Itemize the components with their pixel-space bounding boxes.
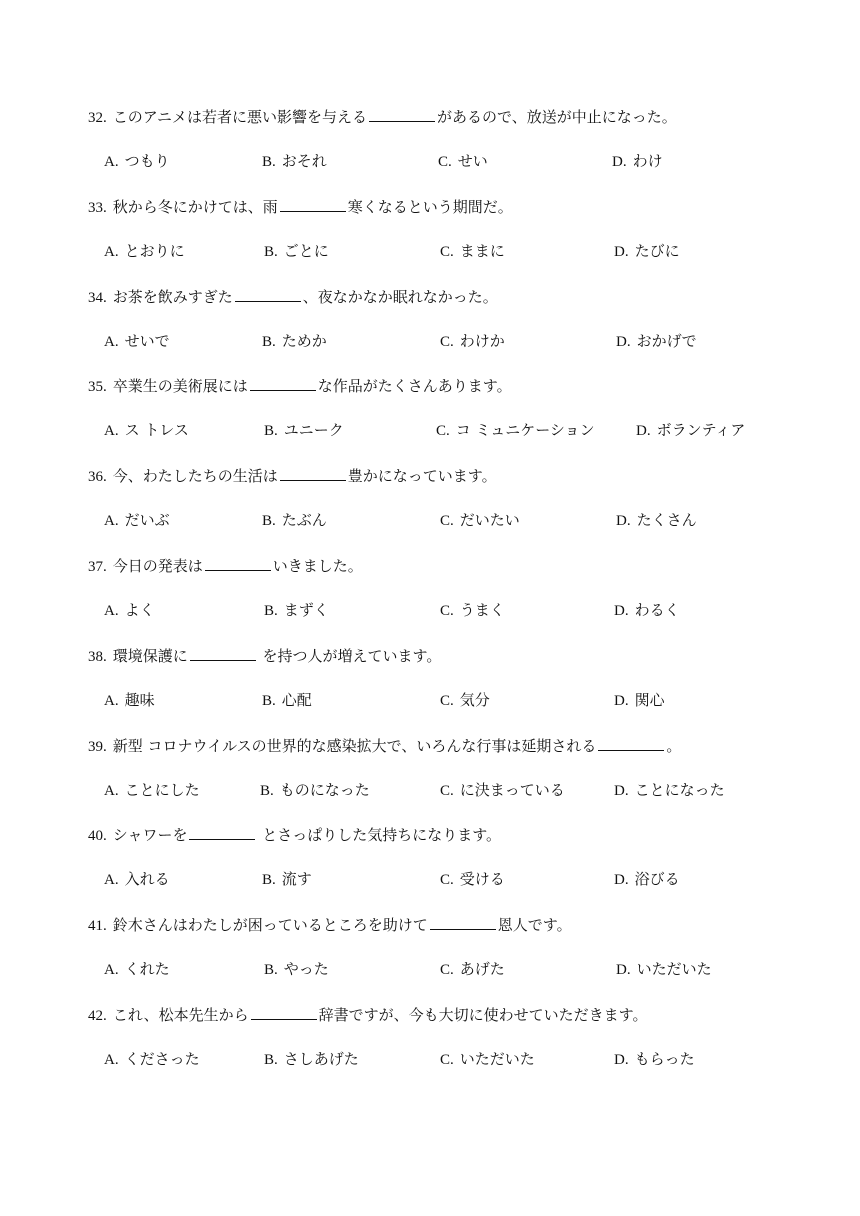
- question-text-before: お茶を飲みすぎた: [112, 288, 233, 306]
- answer-blank: [280, 197, 346, 212]
- question-number: 32.: [88, 110, 107, 126]
- option-letter: B.: [262, 334, 276, 350]
- option-text: わるく: [634, 601, 680, 619]
- option-letter: C.: [440, 334, 454, 350]
- option-text: 浴びる: [634, 870, 680, 888]
- option-text: ボランティア: [656, 421, 746, 439]
- option-letter: C.: [440, 513, 454, 529]
- question-text-after: があるので、放送が中止になった。: [437, 108, 677, 126]
- option-b: [264, 959, 329, 980]
- option-letter: B.: [264, 603, 278, 619]
- option-b: [260, 780, 370, 801]
- question-40: [88, 825, 828, 846]
- answer-blank: [205, 556, 271, 571]
- answer-blank: [369, 107, 435, 122]
- question-35: [88, 376, 828, 397]
- option-d: [612, 151, 663, 172]
- option-text: ためか: [281, 332, 327, 350]
- option-c: [440, 331, 505, 352]
- option-d: [614, 241, 680, 262]
- option-text: ままに: [459, 242, 505, 260]
- answer-blank: [189, 825, 255, 840]
- option-text: もらった: [634, 1050, 695, 1068]
- option-text: たくさん: [636, 511, 697, 529]
- option-letter: D.: [614, 603, 629, 619]
- option-text: 気分: [459, 691, 490, 709]
- option-text: とおりに: [124, 242, 185, 260]
- question-text-after: 、夜なかなか眠れなかった。: [302, 288, 498, 306]
- option-letter: A.: [104, 423, 119, 439]
- option-c: [440, 959, 505, 980]
- option-text: たびに: [634, 242, 680, 260]
- option-letter: B.: [262, 872, 276, 888]
- question-42: [88, 1005, 828, 1026]
- question-text-before: 今日の発表は: [112, 557, 203, 575]
- answer-blank: [430, 915, 496, 930]
- option-letter: C.: [440, 603, 454, 619]
- option-text: 入れる: [124, 870, 170, 888]
- option-text: だいたい: [459, 511, 520, 529]
- question-text-after: 辞書ですが、今も大切に使わせていただきます。: [318, 1006, 648, 1024]
- option-letter: B.: [260, 783, 274, 799]
- question-number: 33.: [88, 200, 107, 216]
- question-text-after: とさっぱりした気持ちになります。: [257, 826, 502, 844]
- option-text: コ ミュニケーション: [455, 421, 595, 439]
- option-text: せい: [457, 152, 488, 170]
- option-letter: D.: [614, 783, 629, 799]
- question-number: 38.: [88, 649, 107, 665]
- answer-blank: [250, 376, 316, 391]
- option-c: [440, 869, 505, 890]
- question-number: 41.: [88, 918, 107, 934]
- option-text: やった: [283, 960, 329, 978]
- answer-blank: [280, 466, 346, 481]
- option-b: [264, 600, 329, 621]
- option-letter: A.: [104, 872, 119, 888]
- option-a: [104, 690, 155, 711]
- option-a: [104, 241, 185, 262]
- option-d: [616, 510, 697, 531]
- option-a: [104, 1049, 200, 1070]
- option-text: ことになった: [634, 781, 725, 799]
- option-letter: B.: [262, 154, 276, 170]
- option-letter: C.: [440, 693, 454, 709]
- question-text-before: 卒業生の美術展には: [112, 377, 248, 395]
- option-text: おかげで: [636, 332, 697, 350]
- answer-blank: [251, 1005, 317, 1020]
- option-text: ユニーク: [283, 421, 344, 439]
- question-text-after: いきました。: [272, 557, 363, 575]
- option-text: わけ: [632, 152, 663, 170]
- option-text: 受ける: [459, 870, 505, 888]
- option-letter: A.: [104, 783, 119, 799]
- question-text-after: 寒くなるという期間だ。: [347, 198, 513, 216]
- option-letter: D.: [616, 334, 631, 350]
- option-letter: B.: [264, 423, 278, 439]
- question-text-after: な作品がたくさんあります。: [317, 377, 512, 395]
- option-text: 流す: [281, 870, 312, 888]
- option-letter: A.: [104, 513, 119, 529]
- question-text-before: このアニメは若者に悪い影響を与える: [112, 108, 368, 126]
- question-text-after: 恩人です。: [497, 916, 572, 934]
- option-d: [614, 600, 680, 621]
- question-33: [88, 197, 828, 218]
- option-letter: A.: [104, 244, 119, 260]
- option-text: いただいた: [459, 1050, 535, 1068]
- option-c: [440, 780, 565, 801]
- option-text: よく: [124, 601, 155, 619]
- option-text: ス トレス: [124, 421, 189, 439]
- option-text: つもり: [124, 152, 170, 170]
- option-letter: C.: [440, 1052, 454, 1068]
- option-b: [262, 869, 312, 890]
- option-letter: C.: [440, 783, 454, 799]
- option-text: くれた: [124, 960, 170, 978]
- option-a: [104, 151, 170, 172]
- option-letter: A.: [104, 693, 119, 709]
- option-c: [436, 420, 595, 441]
- option-letter: D.: [616, 513, 631, 529]
- question-39: [88, 736, 828, 757]
- option-b: [262, 331, 327, 352]
- option-text: さしあげた: [283, 1050, 359, 1068]
- option-letter: A.: [104, 154, 119, 170]
- question-36: [88, 466, 828, 487]
- option-letter: C.: [440, 872, 454, 888]
- option-letter: C.: [436, 423, 450, 439]
- option-d: [616, 331, 697, 352]
- option-b: [264, 420, 344, 441]
- question-32: [88, 107, 828, 128]
- option-b: [264, 241, 329, 262]
- option-letter: A.: [104, 962, 119, 978]
- option-text: うまく: [459, 601, 505, 619]
- option-text: 心配: [281, 691, 312, 709]
- question-number: 37.: [88, 559, 107, 575]
- question-text-before: これ、松本先生から: [112, 1006, 249, 1024]
- option-letter: D.: [616, 962, 631, 978]
- option-letter: A.: [104, 334, 119, 350]
- question-text-after: を持つ人が増えています。: [257, 647, 442, 665]
- option-a: [104, 420, 189, 441]
- option-b: [262, 690, 312, 711]
- question-number: 39.: [88, 739, 107, 755]
- option-text: たぶん: [281, 511, 327, 529]
- option-c: [440, 510, 520, 531]
- question-number: 35.: [88, 379, 107, 395]
- option-a: [104, 780, 200, 801]
- answer-blank: [190, 646, 256, 661]
- question-text-after: 。: [666, 737, 682, 755]
- option-c: [440, 1049, 535, 1070]
- question-number: 36.: [88, 469, 107, 485]
- option-text: わけか: [459, 332, 505, 350]
- question-text-before: 鈴木さんはわたしが困っているところを助けて: [112, 916, 428, 934]
- option-d: [636, 420, 745, 441]
- option-text: いただいた: [636, 960, 712, 978]
- option-c: [440, 690, 490, 711]
- option-text: おそれ: [281, 152, 327, 170]
- option-letter: A.: [104, 1052, 119, 1068]
- option-a: [104, 600, 155, 621]
- option-text: 関心: [634, 691, 665, 709]
- question-number: 40.: [88, 828, 107, 844]
- option-letter: B.: [264, 1052, 278, 1068]
- question-text-before: 環境保護に: [112, 647, 188, 665]
- option-c: [440, 600, 505, 621]
- answer-blank: [235, 287, 301, 302]
- option-text: あげた: [459, 960, 505, 978]
- option-text: せいで: [124, 332, 170, 350]
- option-c: [438, 151, 488, 172]
- question-41: [88, 915, 828, 936]
- question-text-before: 新型 コロナウイルスの世界的な感染拡大で、いろんな行事は延期される: [112, 737, 597, 755]
- question-text-before: 秋から冬にかけては、雨: [112, 198, 278, 216]
- option-text: ごとに: [283, 242, 329, 260]
- option-d: [614, 869, 680, 890]
- option-letter: D.: [614, 244, 629, 260]
- option-text: に決まっている: [459, 781, 565, 799]
- option-a: [104, 331, 170, 352]
- question-number: 34.: [88, 290, 107, 306]
- option-text: ことにした: [124, 781, 200, 799]
- question-text-after: 豊かになっています。: [347, 467, 497, 485]
- option-c: [440, 241, 505, 262]
- option-text: まずく: [283, 601, 329, 619]
- option-letter: D.: [612, 154, 627, 170]
- option-letter: D.: [614, 1052, 629, 1068]
- option-text: くださった: [124, 1050, 200, 1068]
- option-text: 趣味: [124, 691, 155, 709]
- option-d: [616, 959, 712, 980]
- option-letter: C.: [440, 244, 454, 260]
- option-b: [264, 1049, 359, 1070]
- option-letter: B.: [262, 513, 276, 529]
- option-letter: D.: [614, 693, 629, 709]
- option-d: [614, 1049, 695, 1070]
- option-letter: B.: [264, 962, 278, 978]
- option-a: [104, 510, 170, 531]
- option-letter: C.: [438, 154, 452, 170]
- option-d: [614, 780, 725, 801]
- option-letter: D.: [614, 872, 629, 888]
- option-b: [262, 510, 327, 531]
- option-letter: B.: [264, 244, 278, 260]
- option-letter: A.: [104, 603, 119, 619]
- question-38: [88, 646, 828, 667]
- answer-blank: [598, 736, 664, 751]
- option-d: [614, 690, 665, 711]
- option-letter: B.: [262, 693, 276, 709]
- option-a: [104, 959, 170, 980]
- option-letter: C.: [440, 962, 454, 978]
- option-a: [104, 869, 170, 890]
- option-letter: D.: [636, 423, 651, 439]
- question-34: [88, 287, 828, 308]
- question-text-before: 今、わたしたちの生活は: [112, 467, 278, 485]
- question-text-before: シャワーを: [112, 826, 188, 844]
- option-b: [262, 151, 327, 172]
- question-number: 42.: [88, 1008, 107, 1024]
- option-text: ものになった: [279, 781, 370, 799]
- question-37: [88, 556, 828, 577]
- option-text: だいぶ: [124, 511, 170, 529]
